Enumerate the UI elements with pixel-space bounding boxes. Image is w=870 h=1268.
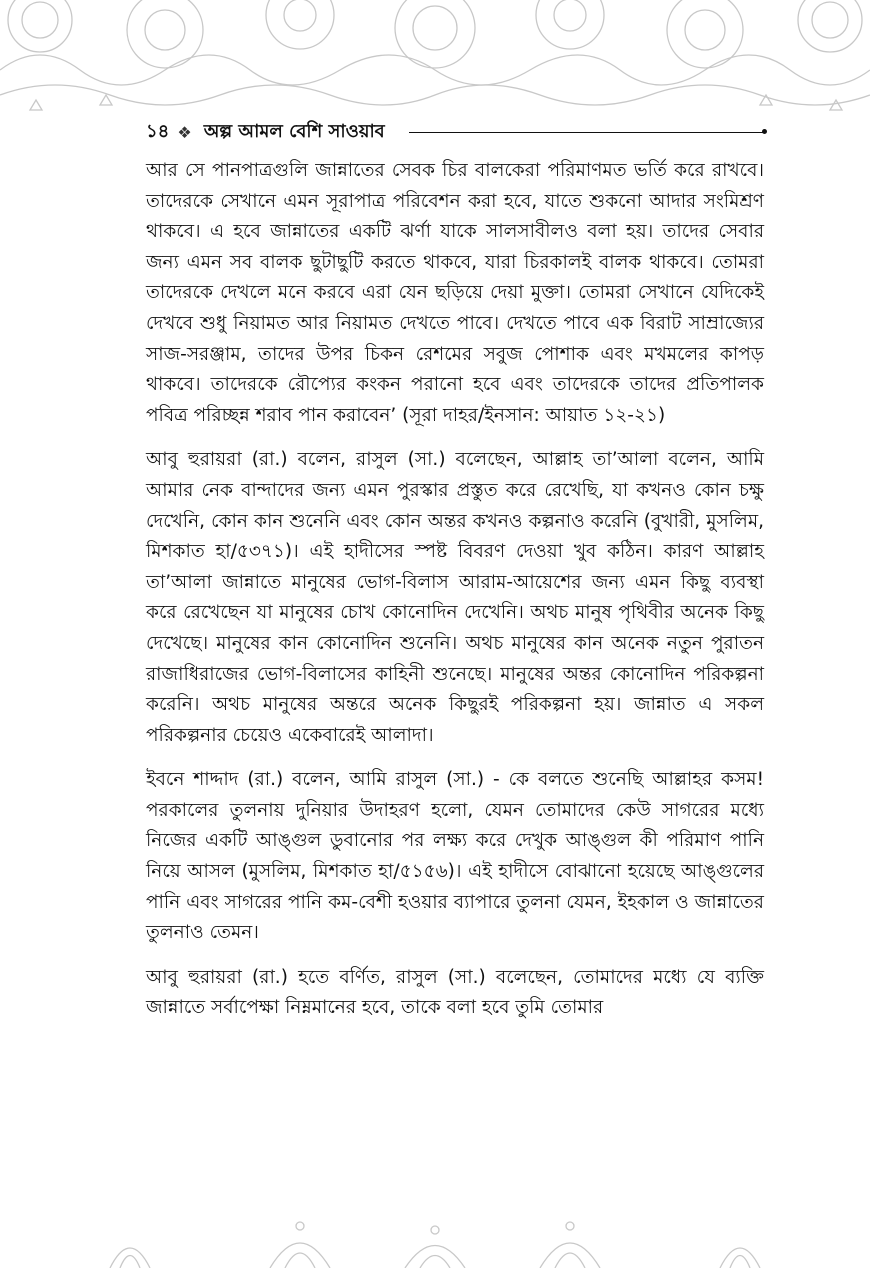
bottom-ornament-pattern	[0, 1208, 870, 1268]
four-diamond-icon: ❖	[177, 122, 192, 142]
paragraph-4: আবু হুরায়রা (রা.) হতে বর্ণিত, রাসুল (সা.) বলেছেন, তোমাদের মধ্যে যে ব্যক্তি জান্নাতে সর্বাপেক্ষা নিম্নমানের হবে, তাকে বলা হবে তুমি তোমার	[146, 966, 764, 1019]
page-body	[146, 156, 764, 1038]
paragraph-1: আর সে পানপাত্রগুলি জান্নাতের সেবক চির বালকেরা পরিমাণমত ভর্তি করে রাখবে। তাদেরকে সেখানে এমন সূরাপাত্র পরিবেশন করা হবে, যাতে শুকনো আদার সংমিশ্রণ থাকবে। এ হবে জান্নাতের একটি ঝর্ণা যাকে সালসাবীলও বলা হয়। তাদের সেবার জন্য এমন সব বালক ছুটাছুটি করতে থাকবে, যারা চিরকালই বালক থাকবে। তোমরা তাদেরকে দেখলে মনে করবে এরা যেন ছড়িয়ে দেয়া মুক্তা। তোমরা সেখানে যেদিকেই দেখবে শুধু নিয়ামত আর নিয়ামত দেখতে পাবে। দেখতে পাবে এক বিরাট সাম্রাজ্যের সাজ-সরঞ্জাম, তাদের উপর চিকন রেশমের সবুজ পোশাক এবং মখমলের কাপড় থাকবে। তাদেরকে রৌপ্যের কংকন পরানো হবে এবং তাদেরকে তাদের প্রতিপালক পবিত্র পরিচ্ছন্ন শরাব পান করাবেন’ (সূরা দাহর/ইনসান: আয়াত ১২-২১)	[146, 160, 764, 426]
top-ornament-pattern	[0, 0, 870, 120]
page-number: ১৪	[146, 120, 170, 142]
paragraph-3: ইবনে শাদ্দাদ (রা.) বলেন, আমি রাসুল (সা.) - কে বলতে শুনেছি আল্লাহর কসম! পরকালের তুলনায় দুনিয়ার উদাহরণ হলো, যেমন তোমাদের কেউ সাগরের মধ্যে নিজের একটি আঙ্গুল ডুবানোর পর লক্ষ্য করে দেখুক আঙ্গুল কী পরিমাণ পানি নিয়ে আসল (মুসলিম, মিশকাত হা/৫১৫৬)। এই হাদীসে বোঝানো হয়েছে আঙ্গুলের পানি এবং সাগরের পানি কম-বেশী হওয়ার ব্যাপারে তুলনা যেমন, ইহকাল ও জান্নাতের তুলনাও তেমন।	[146, 769, 764, 944]
header-rule	[409, 132, 764, 133]
running-title: অল্প আমল বেশি সাওয়াব	[203, 120, 385, 142]
paragraph-2: আবু হুরায়রা (রা.) বলেন, রাসুল (সা.) বলেছেন, আল্লাহ তা’আলা বলেন, আমি আমার নেক বান্দাদের জন্য এমন পুরস্কার প্রস্তুত করে রেখেছি, যা কখনও কোন চক্ষু দেখেনি, কোন কান শুনেনি এবং কোন অন্তর কখনও কল্পনাও করেনি (বুখারী, মুসলিম, মিশকাত হা/৫৩৭১)। এই হাদীসের স্পষ্ট বিবরণ দেওয়া খুব কঠিন। কারণ আল্লাহ তা’আলা জান্নাতে মানুষের ভোগ-বিলাস আরাম-আয়েশের জন্য এমন কিছু ব্যবস্থা করে রেখেছেন যা মানুষের চোখ কোনোদিন দেখেনি। অথচ মানুষ পৃথিবীর অনেক কিছু দেখেছে। মানুষের কান কোনোদিন শুনেনি। অথচ মানুষের কান অনেক নতুন পুরাতন রাজাধিরাজের ভোগ-বিলাসের কাহিনী শুনেছে। মানুষের অন্তর কোনোদিন পরিকল্পনা করেনি। অথচ মানুষের অন্তরে অনেক কিছুরই পরিকল্পনা হয়। জান্নাত এ সকল পরিকল্পনার চেয়েও একেবারেই আলাদা।	[146, 449, 764, 746]
page-header	[146, 118, 764, 146]
